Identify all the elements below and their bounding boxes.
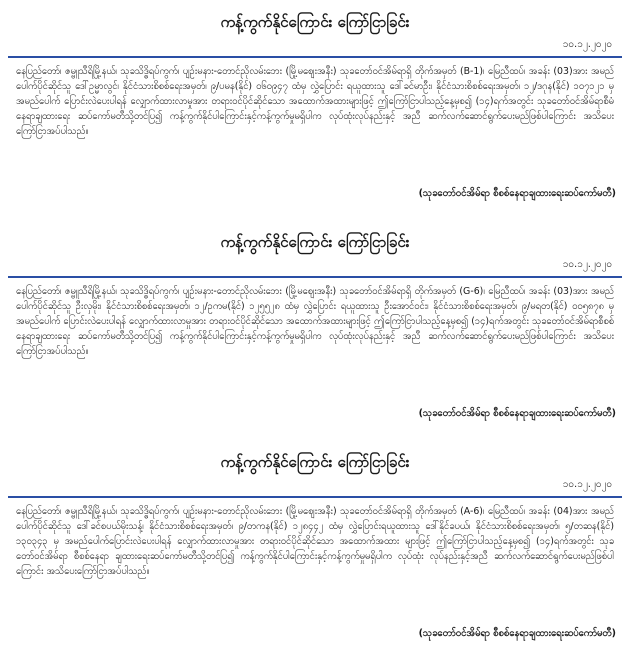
notice-title: ကန့်ကွက်နိုင်ကြောင်း ကြော်ငြာခြင်း [220, 453, 410, 471]
notice-3 [0, 440, 630, 642]
divider [8, 276, 622, 278]
notice-2 [0, 220, 630, 422]
divider [8, 56, 622, 58]
notice-body: နေပြည်တော်၊ ဇမ္ဗူသီရိမြို့နယ်၊ သုခသိဒ္ဓိရပ်ကွက်၊ ပျဉ်းမနား-တောင်ညိုလမ်းဘေး (မြို့မဈေးအနီး) သုခတော်ဝင်အိမ်ရာရှိ တိုက်အမှတ် (B-1)၊ မြေညီထပ်၊ အခန်း (03)အား အမည် ပေါက်ပိုင်ဆိုင်သူ ဒေါ်ဥမ္မာလွင်၊ နိုင်ငံသားစိစစ်ရေးအမှတ်၊ ၉/ပမန(နိုင်) ၀၆၀၉၄၇ ထံမှ လွှဲပြောင်း ရယူထားသူ ဒေါ်ခင်မာဦး၊ နိုင်ငံသားစိစစ်ရေးအမှတ်၊ ၁၂/ဒဂုန(နိုင်) ၁၀၇၁၂၁ မှ အမည်ပေါက် ပြောင်းလဲပေးပါရန် လျှောက်ထားလာမှုအား တရားဝင်ပိုင်ဆိုင်သော အထောက်အထားများဖြင့် ဤကြော်ငြာပါသည့်နေ့မှစ၍ (၁၄)ရက်အတွင်း သုခတော်ဝင်အိမ်ရာစီမံ နေရာချထားရေး ဆပ်ကော်မတီသို့တင်ပြ၍ ကန့်ကွက်နိုင်ပါကြောင်းနှင့်ကန့်ကွက်မှုမရှိပါက လုပ်ထုံးလုပ်နည်းနှင့် အညီ ဆက်လက်ဆောင်ရွက်ပေးမည်ဖြစ်ပါကြောင်း အသိပေးကြော်ငြာအပ်ပါသည်။ [16, 65, 614, 137]
notice-body: နေပြည်တော်၊ ဇမ္ဗူသီရိမြို့နယ်၊ သုခသိဒ္ဓိရပ်ကွက်၊ ပျဉ်းမနား-တောင်ညိုလမ်းဘေး (မြို့မဈေးအနီး) သုခတော်ဝင်အိမ်ရာရှိ တိုက်အမှတ် (G-6)၊ မြေညီထပ်၊ အခန်း (03)အား အမည် ပေါက်ပိုင်ဆိုင်သူ ဦးလှမိုး၊ နိုင်ငံသားစိစစ်ရေးအမှတ်၊ ၁၂/ဥကမ(နိုင်) ၁၂၅၅၂၈ ထံမှ လွှဲပြောင်း ရယူထားသူ ဦးအောင်ဝင်း၊ နိုင်ငံသားစိစစ်ရေးအမှတ်၊ ၉/မရတ(နိုင်) ၀၀၅၈၇၈ မှ အမည်ပေါက် ပြောင်းလဲပေးပါရန် လျှောက်ထားလာမှုအား တရားဝင်ပိုင်ဆိုင်သော အထောက်အထားများဖြင့် ဤကြော်ငြာပါသည့်နေ့မှစ၍ (၁၄)ရက်အတွင်း သုခတော်ဝင်အိမ်ရာစီစစ် နေရာချထားရေး ဆပ်ကော်မတီသို့တင်ပြ၍ ကန့်ကွက်နိုင်ပါကြောင်းနှင့်ကန့်ကွက်မှုမရှိပါက လုပ်ထုံးလုပ်နည်းနှင့် အညီ ဆက်လက်ဆောင်ရွက်ပေးမည်ဖြစ်ပါကြောင်း အသိပေးကြော်ငြာအပ်ပါသည်။ [16, 285, 614, 357]
notice-date: ၁၀.၁၂.၂၀၂၀ [562, 39, 612, 50]
notice-title: ကန့်ကွက်နိုင်ကြောင်း ကြော်ငြာခြင်း [220, 13, 410, 31]
notice-body: နေပြည်တော်၊ ဇမ္ဗူသီရိမြို့နယ်၊ သုခသိဒ္ဓိရပ်ကွက်၊ ပျဉ်းမနား-တောင်ညိုလမ်းဘေး (မြို့မဈေးအနီး) သုခတော်ဝင်အိမ်ရာရှိ တိုက်အမှတ် (A-6)၊ မြေညီထပ်၊ အခန်း (04)အား အမည် ပေါက်ပိုင်ဆိုင်သူ ဒေါ်ခင်စပယ်မိုးသန့်၊ နိုင်ငံသားစိစစ်ရေးအမှတ်၊ ၉/တကန(နိုင်) ၁၂၈၄၄၂ ထံမှ လွှဲပြောင်းရယူထားသူ ဒေါ်နိုင်ခပယ်၊ နိုင်ငံသားစိစစ်ရေးအမှတ်၊ ၅/တဆန(နိုင်) ၁၃၀၃၄၃ မှ အမည်ပေါက်ပြောင်းလဲပေးပါရန် လျှောက်ထားလာမှုအား တရားဝင်ပိုင်ဆိုင်သော အထောက်အထား များဖြင့် ဤကြော်ငြာပါသည့်နေ့မှစ၍ (၁၄)ရက်အတွင်း သုခတော်ဝင်အိမ်ရာ စီစစ်နေရာ ချထားရေးဆပ်ကော်မတီသို့တင်ပြ၍ ကန့်ကွက်နိုင်ပါကြောင်းနှင့်ကန့်ကွက်မှုမရှိပါက လုပ်ထုံး လုပ်နည်းနှင့်အညီ ဆက်လက်ဆောင်ရွက်ပေးမည်ဖြစ်ပါကြောင်း အသိပေးကြော်ငြာအပ်ပါသည်။ [16, 505, 614, 577]
notice-title: ကန့်ကွက်နိုင်ကြောင်း ကြော်ငြာခြင်း [220, 233, 410, 251]
notice-signature: (သုခတော်ဝင်အိမ်ရာ စီစစ်နေရာချထားရေးဆပ်ကော်မတီ) [418, 627, 616, 639]
notice-signature: (သုခတော်ဝင်အိမ်ရာ စီစစ်နေရာချထားရေးဆပ်ကော်မတီ) [418, 187, 616, 199]
notice-date: ၁၀.၁၂.၂၀၂၀ [562, 259, 612, 270]
notice-date: ၁၀.၁၂.၂၀၂၀ [562, 479, 612, 490]
divider [8, 496, 622, 498]
notice-1 [0, 0, 630, 202]
notice-signature: (သုခတော်ဝင်အိမ်ရာ စီစစ်နေရာချထားရေးဆပ်ကော်မတီ) [418, 407, 616, 419]
